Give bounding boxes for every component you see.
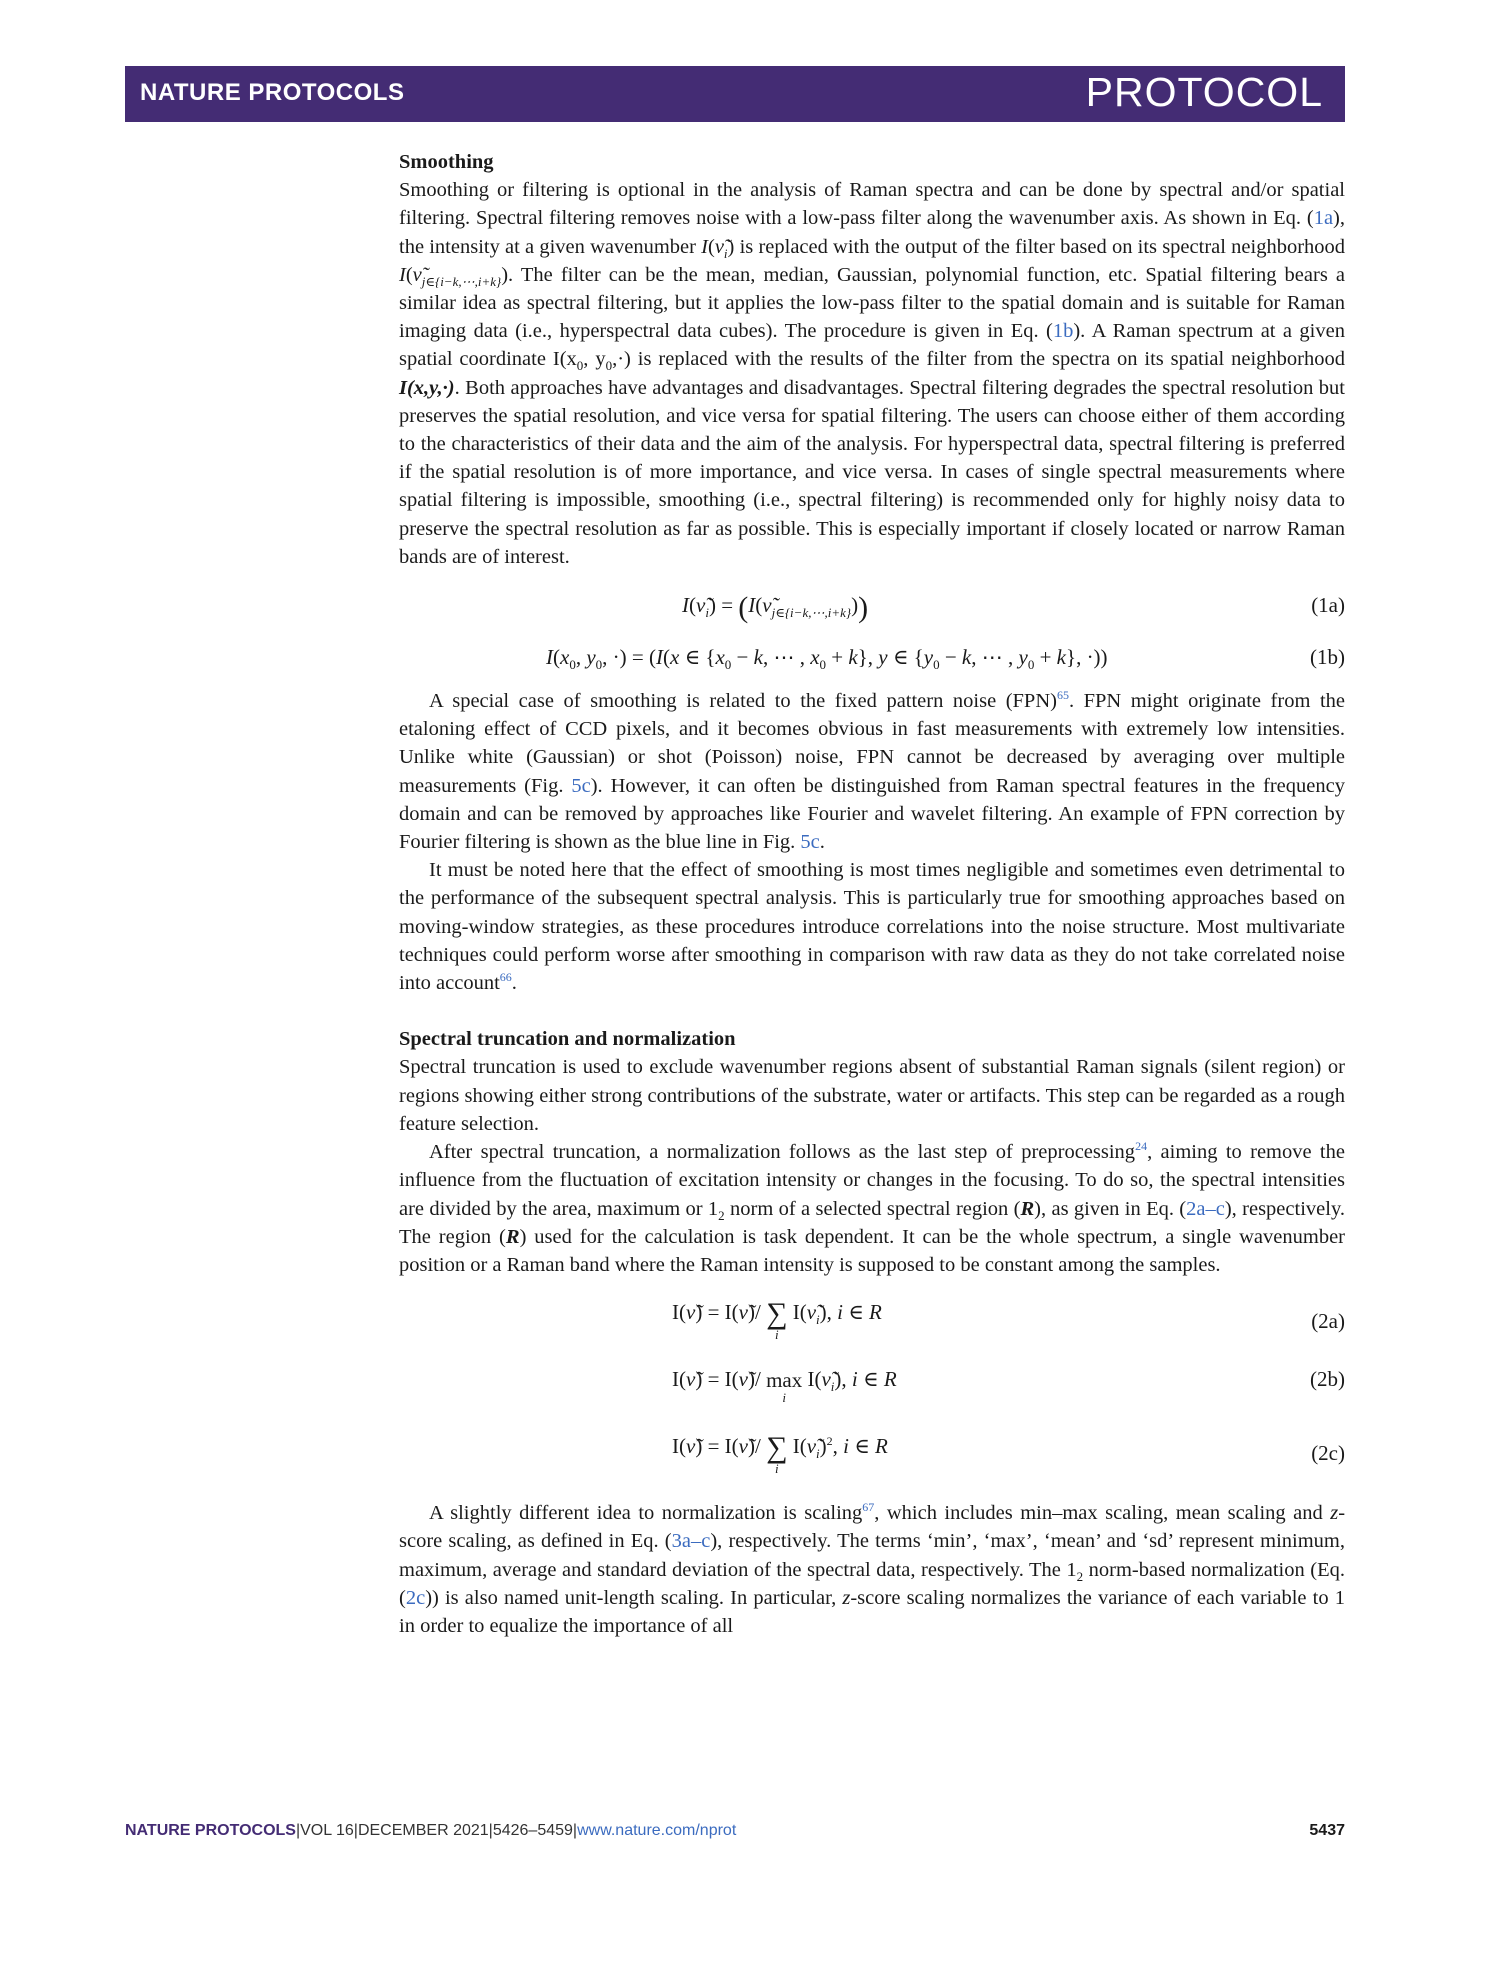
equation-1b bbox=[399, 635, 1345, 687]
equation-2a-formula: I(ν̃) = I(ν̃)/ ∑ i $I(\nũ_i)$, i ∈ R bbox=[672, 1297, 882, 1343]
eq-link-3c[interactable]: c bbox=[701, 1530, 711, 1553]
fig-link-5c[interactable]: 5c bbox=[571, 774, 591, 797]
paragraph-smoothing-1: Smoothing or filtering is optional in the analysis of Raman spectra and can be done by spectral and/or spatial filtering. Spectral filtering removes noise with a low-pass filter along the wavenumber axis. As shown in Eq. (1a), the intensity at a given wavenumber $I(\nũ_i)$ is replaced with the output of the filter based on its spectral neighborhood $I(\nũ_{j\in\{i-k,\cdots,i+k\}})$. The filter can be the mean, median, Gaussian, polynomial function, etc. Spatial filtering bears a similar idea as spectral filtering, but it applies the low-pass filter to the spatial domain and is suitable for Raman imaging data (i.e., hyperspectral data cubes). The procedure is given in Eq. (1b). A Raman spectrum at a given spatial coordinate $I(x_0$, $y_0,\cdot$) is replaced with the results of the filter from the spectra on its spatial neighborhood I(x,y,·). Both approaches have advantages and disadvantages. Spectral filtering degrades the spectral resolution but preserves the spatial resolution, and vice versa for spatial filtering. The users can choose either of them according to the characteristics of their data and the aim of the analysis. For hyperspectral data, spectral filtering is preferred if the spatial resolution is of more importance, and vice versa. In cases of single spectral measurements where spatial filtering is impossible, smoothing (i.e., spectral filtering) is recommended only for highly noisy data to preserve the spectral resolution as far as possible. This is especially important if closely located or narrow Raman bands are of interest. bbox=[399, 179, 1346, 568]
equation-1b-formula: $I(x_0$, $y_0$, ·) = (I(x ∈ {$x_0 - k$, ⋯ , $x_0 + k$}, y ∈ {$y_0 - k$, ⋯ , $y_0 + k$}, ·)) bbox=[546, 645, 1108, 673]
equation-2b bbox=[399, 1351, 1345, 1421]
ref-link-65[interactable]: 65 bbox=[1056, 688, 1069, 703]
section-heading-smoothing: Smoothing bbox=[399, 151, 494, 173]
equation-2c-label: (2c) bbox=[1311, 1441, 1345, 1466]
equation-1a-formula: $I(\nũ_i)$ = $(I(\nũ_{j\in\{i-k,\cdots,i+k\}}))$ bbox=[682, 591, 869, 625]
paragraph-truncation-3: A slightly different idea to normalization is scaling$^{67}$, which includes min–max scaling, mean scaling and z-score scaling, as defined in Eq. (3a–c), respectively. The terms ‘min’, ‘max’, ‘mean’ and ‘sd’ represent minimum, maximum, average and standard deviation of the spectral data, respectively. The $1_2$ norm-based normalization (Eq. (2c)) is also named unit-length scaling. In particular, z-score scaling normalizes the variance of each variable to 1 in order to equalize the importance of all bbox=[399, 1500, 1346, 1637]
paragraph-smoothing-3: It must be noted here that the effect of smoothing is most times negligible and sometimes even detrimental to the performance of the subsequent spectral analysis. This is particularly true for smoothing approaches based on moving-window strategies, as these procedures introduce correlations into the noise structure. Most multivariate techniques could perform worse after smoothing in comparison with raw data as they do not take correlated noise into account$^{66}$. bbox=[399, 859, 1345, 995]
eq-link-2c[interactable]: c bbox=[1215, 1197, 1225, 1220]
equation-2c bbox=[399, 1421, 1345, 1499]
footer-journal: NATURE PROTOCOLS bbox=[125, 1822, 296, 1839]
ref-link-67[interactable]: 67 bbox=[862, 1500, 875, 1515]
paragraph-truncation-2: After spectral truncation, a normalization follows as the last step of preprocessing$^{24}$, aiming to remove the influence from the fluctuation of excitation intensity or changes in the focusing. To do so, the spectral intensities are divided by the area, maximum or $1_2$ norm of a selected spectral region (R), as given in Eq. (2a–c), respectively. The region (R) used for the calculation is task dependent. It can be the whole spectrum, a single wavenumber position or a Raman band where the Raman intensity is supposed to be constant among the samples. bbox=[399, 1139, 1345, 1276]
eq-link-1a[interactable]: 1a bbox=[1313, 207, 1334, 230]
equation-1a bbox=[399, 583, 1345, 635]
equation-2a-label: (2a) bbox=[1311, 1309, 1345, 1334]
eq-link-2a[interactable]: 2a bbox=[1186, 1197, 1206, 1220]
footer-url[interactable]: www.nature.com/nprot bbox=[577, 1822, 737, 1839]
equation-2a bbox=[399, 1293, 1345, 1351]
footer-volume: VOL 16 bbox=[300, 1822, 354, 1839]
eq-link-1b[interactable]: 1b bbox=[1052, 320, 1074, 343]
paragraph-smoothing-2: A special case of smoothing is related to the fixed pattern noise (FPN)$^{65}$. FPN might originate from the etaloning effect of CCD pixels, and it becomes obvious in fast measurements with extremely low intensities. Unlike white (Gaussian) or shot (Poisson) noise, FPN cannot be decreased by averaging over multiple measurements (Fig. 5c). However, it can often be distinguished from Raman spectral features in the frequency domain and can be removed by approaches like Fourier and wavelet filtering. An example of FPN correction by Fourier filtering is shown as the blue line in Fig. 5c. bbox=[399, 688, 1345, 854]
eq-link-3a[interactable]: 3a bbox=[671, 1530, 691, 1553]
footer-date: DECEMBER 2021 bbox=[357, 1822, 489, 1839]
paragraph-truncation-1: Spectral truncation is used to exclude wavenumber regions absent of substantial Raman signals (silent region) or regions showing either strong contributions of the substrate, water or artifacts. This step can be regarded as a rough feature selection. bbox=[399, 1056, 1345, 1135]
section-heading-truncation: Spectral truncation and normalization bbox=[399, 1028, 736, 1051]
equation-2c-formula: I(ν̃) = I(ν̃)/ ∑ i $I(\nũ_i)^2$, i ∈ R bbox=[672, 1431, 888, 1477]
article-body bbox=[399, 148, 1345, 1640]
eq-link-2c-second[interactable]: 2c bbox=[405, 1586, 426, 1609]
fig-link-5c-second[interactable]: 5c bbox=[800, 831, 820, 854]
equation-2b-label: (2b) bbox=[1310, 1367, 1345, 1392]
page-number: 5437 bbox=[1309, 1822, 1345, 1839]
footer-pages: 5426–5459 bbox=[492, 1822, 573, 1839]
equation-1b-label: (1b) bbox=[1310, 645, 1345, 670]
equation-1a-label: (1a) bbox=[1311, 593, 1345, 618]
page-footer: NATURE PROTOCOLS|VOL 16|DECEMBER 2021|5426–5459|www.nature.com/nprot 5437 bbox=[125, 1822, 1345, 1839]
article-type: PROTOCOL bbox=[1085, 69, 1323, 115]
ref-link-66[interactable]: 66 bbox=[499, 970, 512, 985]
journal-header-bar bbox=[125, 66, 1345, 122]
equation-2b-formula: I(ν̃) = I(ν̃)/ max i $I(\nũ_i)$, i ∈ R bbox=[672, 1366, 897, 1406]
ref-link-24[interactable]: 24 bbox=[1135, 1139, 1148, 1154]
journal-name: NATURE PROTOCOLS bbox=[140, 79, 405, 106]
